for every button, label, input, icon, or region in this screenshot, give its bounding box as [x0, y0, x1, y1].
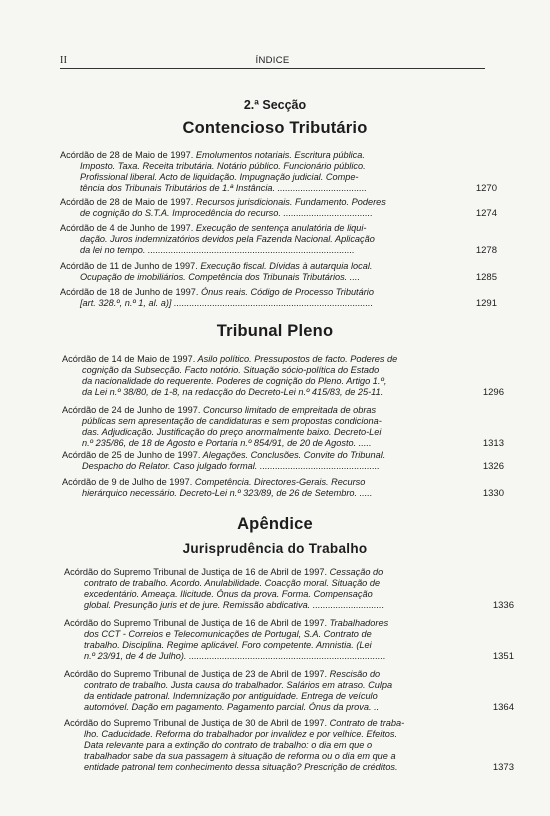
index-entry	[60, 223, 497, 256]
entry-line: contrato de trabalho. Acordo. Anulabilidade. Coacção moral. Situação de	[84, 578, 381, 588]
entry-line: Acórdão do Supremo Tribunal de Justiça de 30 de Abril de 1997. Contrato de traba-	[64, 718, 405, 728]
section-subtitle: Jurisprudência do Trabalho	[182, 541, 368, 556]
entry-line: Imposto. Taxa. Receita tributária. Notário público. Funcionário público.	[80, 161, 366, 171]
entry-line: excedentário. Ameaça. Ilicitude. Ónus da prova. Forma. Compensação	[84, 589, 373, 599]
entry-line: Acórdão do Supremo Tribunal de Justiça de 16 de Abril de 1997. Trabalhadores	[64, 618, 389, 628]
entry-line: dos CCT - Correios e Telecomunicações de Portugal, S.A. Contrato de	[84, 629, 372, 639]
section-title: Apêndice	[237, 515, 313, 533]
index-entry	[64, 718, 514, 773]
entry-line: Ocupação de imobiliários. Competência dos Tribunais Tributários. ....	[80, 272, 361, 282]
entry-line: Acórdão de 18 de Junho de 1997. Ónus reais. Código de Processo Tributário	[60, 287, 374, 297]
entry-line: trabalho. Disciplina. Regime aplicável. Foro competente. Amnistia. (Lei	[84, 640, 372, 650]
index-entry	[62, 450, 504, 472]
index-entry	[60, 261, 497, 283]
entry-text	[62, 477, 452, 499]
entry-line: Acórdão de 24 de Junho de 1997. Concurso limitado de empreitada de obras	[62, 405, 377, 415]
entry-line: Acórdão do Supremo Tribunal de Justiça de 16 de Abril de 1997. Cessação do	[64, 567, 384, 577]
entry-text	[62, 354, 452, 398]
entry-line: global. Presunção juris et de jure. Remissão abdicativa. ............................	[84, 600, 385, 610]
entry-line: das. Adjudicação. Justificação do preço anormalmente baixo. Decreto-Lei	[82, 427, 382, 437]
entry-line: Acórdão de 25 de Junho de 1997. Alegações. Conclusões. Convite do Tribunal.	[62, 450, 386, 460]
entry-page-number: 1330	[482, 488, 504, 499]
entry-line: automóvel. Dação em pagamento. Pagamento parcial. Ónus da prova. ..	[84, 702, 380, 712]
entry-text	[60, 287, 445, 309]
entry-line: Acórdão do Supremo Tribunal de Justiça de 23 de Abril de 1997. Rescisão do	[64, 669, 381, 679]
entry-page-number: 1326	[482, 461, 504, 472]
index-entry	[60, 197, 497, 219]
entry-text	[62, 450, 452, 472]
entry-line: n.º 235/86, de 18 de Agosto e Portaria n.º 854/91, de 20 de Agosto. .....	[82, 438, 372, 448]
entry-text	[60, 150, 445, 194]
entry-line: Acórdão de 28 de Maio de 1997. Recursos jurisdicionais. Fundamento. Poderes	[60, 197, 386, 207]
entry-line: públicas sem apresentação de candidaturas e sem propostas condiciona-	[82, 416, 382, 426]
entry-line: [art. 328.º, n.º 1, al. a)] ..............................................................................	[80, 298, 374, 308]
entry-text	[64, 718, 462, 773]
entry-text	[60, 223, 445, 256]
index-entry	[62, 477, 504, 499]
entry-line: entidade patronal tem conhecimento dessa situação? Prescrição de créditos.	[84, 762, 398, 772]
entry-page-number: 1285	[475, 272, 497, 283]
entry-line: Acórdão de 28 de Maio de 1997. Emolumentos notariais. Escritura pública.	[60, 150, 365, 160]
entry-text	[62, 405, 452, 449]
entry-line: trabalhador sabe da sua passagem à situação de reforma ou o dia em que a	[84, 751, 396, 761]
entry-text	[64, 618, 462, 662]
index-entry	[60, 150, 497, 194]
entry-line: dação. Juros indemnizatórios devidos pela Fazenda Nacional. Aplicação	[80, 234, 375, 244]
entry-line: Acórdão de 11 de Junho de 1997. Execução fiscal. Dívidas à autarquia local.	[60, 261, 373, 271]
entry-line: da entidade patronal. Indemnização por antiguidade. Entrega de veículo	[84, 691, 378, 701]
index-entry	[64, 618, 514, 662]
entry-line: da nacionalidade do requerente. Poderes de cognição do Pleno. Artigo 1.º,	[82, 376, 387, 386]
entry-text	[64, 567, 462, 611]
entry-page-number: 1270	[475, 183, 497, 194]
index-entry	[62, 354, 504, 398]
header-title: ÍNDICE	[255, 55, 290, 66]
entry-line: tência dos Tribunais Tributários de 1.ª Instância. ...................................	[80, 183, 367, 193]
entry-page-number: 1296	[482, 387, 504, 398]
index-entry	[64, 567, 514, 611]
entry-line: Data relevante para a extinção do contrato de trabalho: o dia em que o	[84, 740, 373, 750]
entry-page-number: 1291	[475, 298, 497, 309]
entry-line: de cognição do S.T.A. Improcedência do recurso. ...................................	[80, 208, 373, 218]
entry-text	[60, 261, 445, 283]
entry-line: hierárquico necessário. Decreto-Lei n.º 323/89, de 26 de Setembro. .....	[82, 488, 373, 498]
entry-line: Acórdão de 14 de Maio de 1997. Asilo político. Pressupostos de facto. Poderes de	[62, 354, 398, 364]
entry-line: Acórdão de 4 de Junho de 1997. Execução de sentença anulatória de liqui-	[60, 223, 367, 233]
section-title: Contencioso Tributário	[182, 119, 368, 137]
entry-page-number: 1351	[492, 651, 514, 662]
entry-page-number: 1313	[482, 438, 504, 449]
entry-text	[64, 669, 462, 713]
section-title: Tribunal Pleno	[216, 322, 334, 340]
entry-line: cognição da Subsecção. Facto notório. Situação sócio-política do Estado	[82, 365, 380, 375]
entry-page-number: 1364	[492, 702, 514, 713]
entry-page-number: 1274	[475, 208, 497, 219]
index-entry	[64, 669, 514, 713]
running-header	[60, 54, 485, 69]
entry-page-number: 1278	[475, 245, 497, 256]
entry-page-number: 1336	[492, 600, 514, 611]
entry-page-number: 1373	[492, 762, 514, 773]
entry-text	[60, 197, 445, 219]
section-subtitle: 2.ª Secção	[243, 98, 307, 112]
entry-line: Despacho do Relator. Caso julgado formal. ...............................................	[82, 461, 380, 471]
entry-line: da Lei n.º 38/80, de 1-8, na redacção do Decreto-Lei n.º 415/83, de 25-11.	[82, 387, 384, 397]
entry-line: Profissional liberal. Acto de liquidação. Impugnação judicial. Compe-	[80, 172, 359, 182]
entry-line: Acórdão de 9 de Julho de 1997. Competência. Directores-Gerais. Recurso	[62, 477, 366, 487]
entry-line: lho. Caducidade. Reforma do trabalhador por invalidez e por velhice. Efeitos.	[84, 729, 398, 739]
entry-line: da lei no tempo. .................................................................................	[80, 245, 355, 255]
index-entry	[62, 405, 504, 449]
entry-line: n.º 23/91, de 4 de Julho). .............................................................................	[84, 651, 386, 661]
entry-line: contrato de trabalho. Justa causa do trabalhador. Salários em atraso. Culpa	[84, 680, 393, 690]
index-entry	[60, 287, 497, 309]
page-number: II	[60, 55, 68, 66]
